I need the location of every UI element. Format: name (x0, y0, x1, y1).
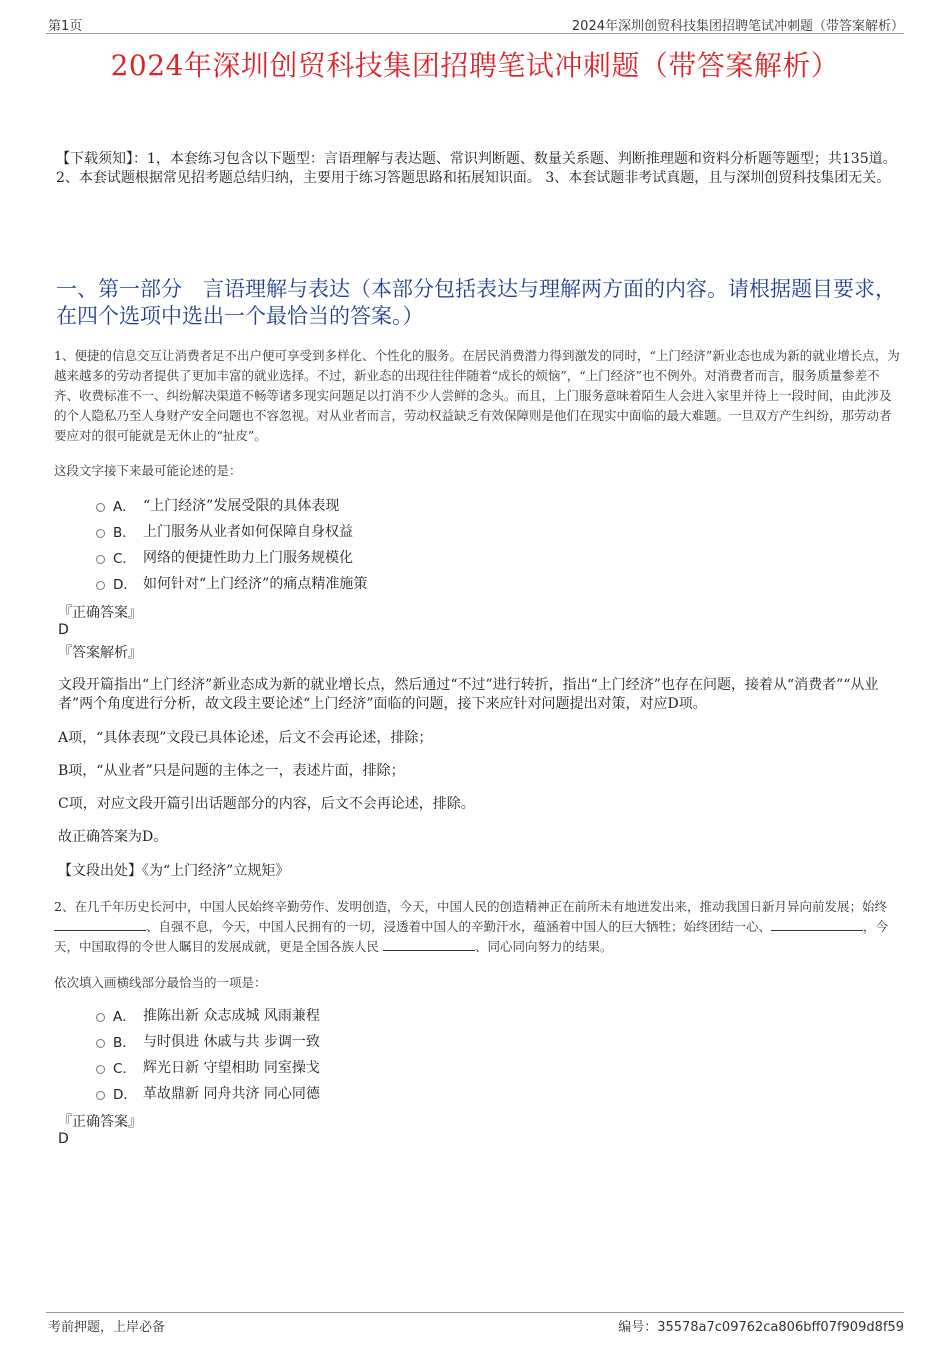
analysis-source: 【文段出处】《为“上门经济”立规矩》 (58, 863, 290, 879)
question-2-option-c[interactable]: C． 辉光日新 守望相助 同室操戈 (96, 1054, 320, 1080)
radio-icon[interactable] (96, 581, 105, 590)
page-title: 2024年深圳创贸科技集团招聘笔试冲刺题（带答案解析） (110, 49, 840, 82)
analysis-paragraph: C项，对应文段开篇引出话题部分的内容，后文不会再论述，排除。 (58, 796, 475, 812)
page-footer (46, 1312, 904, 1337)
question-2-prompt: 依次填入画横线部分最恰当的一项是： (54, 975, 267, 990)
question-2-option-d[interactable]: D． 革故鼎新 同舟共济 同心同德 (96, 1080, 320, 1106)
page-header (46, 13, 904, 34)
question-1-answer: D (58, 622, 69, 638)
question-1-option-a[interactable]: A． “上门经济”发展受限的具体表现 (96, 492, 367, 518)
question-2-text: 2、在几千年历史长河中，中国人民始终辛勤劳作、发明创造，今天，中国人民的创造精神正在前所未有地迸发出来，推动我国日新月异向前发展；始终 、自强不息，今天，中国人民拥有的一切，浸透着中国人的辛勤汗水，蕴涵着中国人的巨大牺牲；始终团结一心、 ，今天，中国取得的令世人瞩目的发展成就，更是全国各族人民 、同心同向努力的结果。 (54, 899, 889, 954)
question-2-option-a[interactable]: A． 推陈出新 众志成城 风雨兼程 (96, 1002, 320, 1028)
analysis-paragraph: 文段开篇指出“上门经济”新业态成为新的就业增长点，然后通过“不过”进行转折，指出“上门经济”也存在问题，接着从“消费者”“从业者”两个角度进行分析，故文段主要论述“上门经济”面临的问题，接下来应针对问题提出对策，对应D项。 (58, 677, 879, 712)
footer-slogan: 考前押题，上岸必备 (48, 1320, 166, 1335)
question-1-option-b[interactable]: B． 上门服务从业者如何保障自身权益 (96, 518, 367, 544)
radio-icon[interactable] (96, 1065, 105, 1074)
download-notice: 【下载须知】：1，本套练习包含以下题型：言语理解与表达题、常识判断题、数量关系题、判断推理题和资料分析题等题型；共135道。 2、本套试题根据常见招考题总结归纳，主要用于练习答题思路和拓展知识面。 3、本套试题非考试真题，且与深圳创贸科技集团无关。 (56, 151, 897, 186)
page-number: 第1页 (48, 19, 83, 34)
footer-doc-id: 编号：35578a7c09762ca806bff07f909d8f59 (618, 1320, 904, 1335)
question-2-options (96, 1002, 320, 1106)
header-doc-title: 2024年深圳创贸科技集团招聘笔试冲刺题（带答案解析） (571, 19, 904, 34)
radio-icon[interactable] (96, 1039, 105, 1048)
question-1-answer-label: 『正确答案』 (58, 605, 142, 621)
question-1-analysis-label: 『答案解析』 (58, 645, 142, 661)
section-heading: 一、第一部分 言语理解与表达（本部分包括表达与理解两方面的内容。请根据题目要求，在四个选项中选出一个最恰当的答案。） (56, 277, 896, 328)
radio-icon[interactable] (96, 1013, 105, 1022)
radio-icon[interactable] (96, 529, 105, 538)
question-2-option-b[interactable]: B． 与时俱进 休戚与共 步调一致 (96, 1028, 320, 1054)
question-1-option-c[interactable]: C． 网络的便捷性助力上门服务规模化 (96, 544, 367, 570)
analysis-paragraph: B项，“从业者”只是问题的主体之一，表述片面，排除； (58, 763, 405, 779)
question-2-answer-label: 『正确答案』 (58, 1114, 142, 1130)
fill-blank (771, 918, 863, 931)
radio-icon[interactable] (96, 1091, 105, 1100)
question-1-prompt: 这段文字接下来最可能论述的是： (54, 463, 242, 478)
question-1-options (96, 492, 367, 596)
radio-icon[interactable] (96, 555, 105, 564)
question-1-text: 1、便捷的信息交互让消费者足不出户便可享受到多样化、个性化的服务。在居民消费潜力得到激发的同时，“上门经济”新业态也成为新的就业增长点，为越来越多的劳动者提供了更加丰富的就业选择。不过，新业态的出现往往伴随着“成长的烦恼”，“上门经济”也不例外。对消费者而言，服务质量参差不齐、收费标准不一、纠纷解决渠道不畅等诸多现实问题足以打消不少人尝鲜的念头。而且，上门服务意味着陌生人会进入家里并待上一段时间，由此涉及的个人隐私乃至人身财产安全问题也不容忽视。对从业者而言，劳动权益缺乏有效保障则是他们在现实中面临的最大难题。一旦双方产生纠纷，那劳动者要应对的很可能就是无休止的“扯皮”。 (54, 348, 900, 443)
analysis-paragraph: 故正确答案为D。 (58, 829, 168, 845)
analysis-paragraph: A项，“具体表现”文段已具体论述，后文不会再论述，排除； (58, 730, 433, 746)
fill-blank (383, 938, 475, 951)
fill-blank (54, 918, 146, 931)
question-1-option-d[interactable]: D． 如何针对“上门经济”的痛点精准施策 (96, 570, 367, 596)
question-2-answer: D (58, 1131, 69, 1147)
radio-icon[interactable] (96, 503, 105, 512)
